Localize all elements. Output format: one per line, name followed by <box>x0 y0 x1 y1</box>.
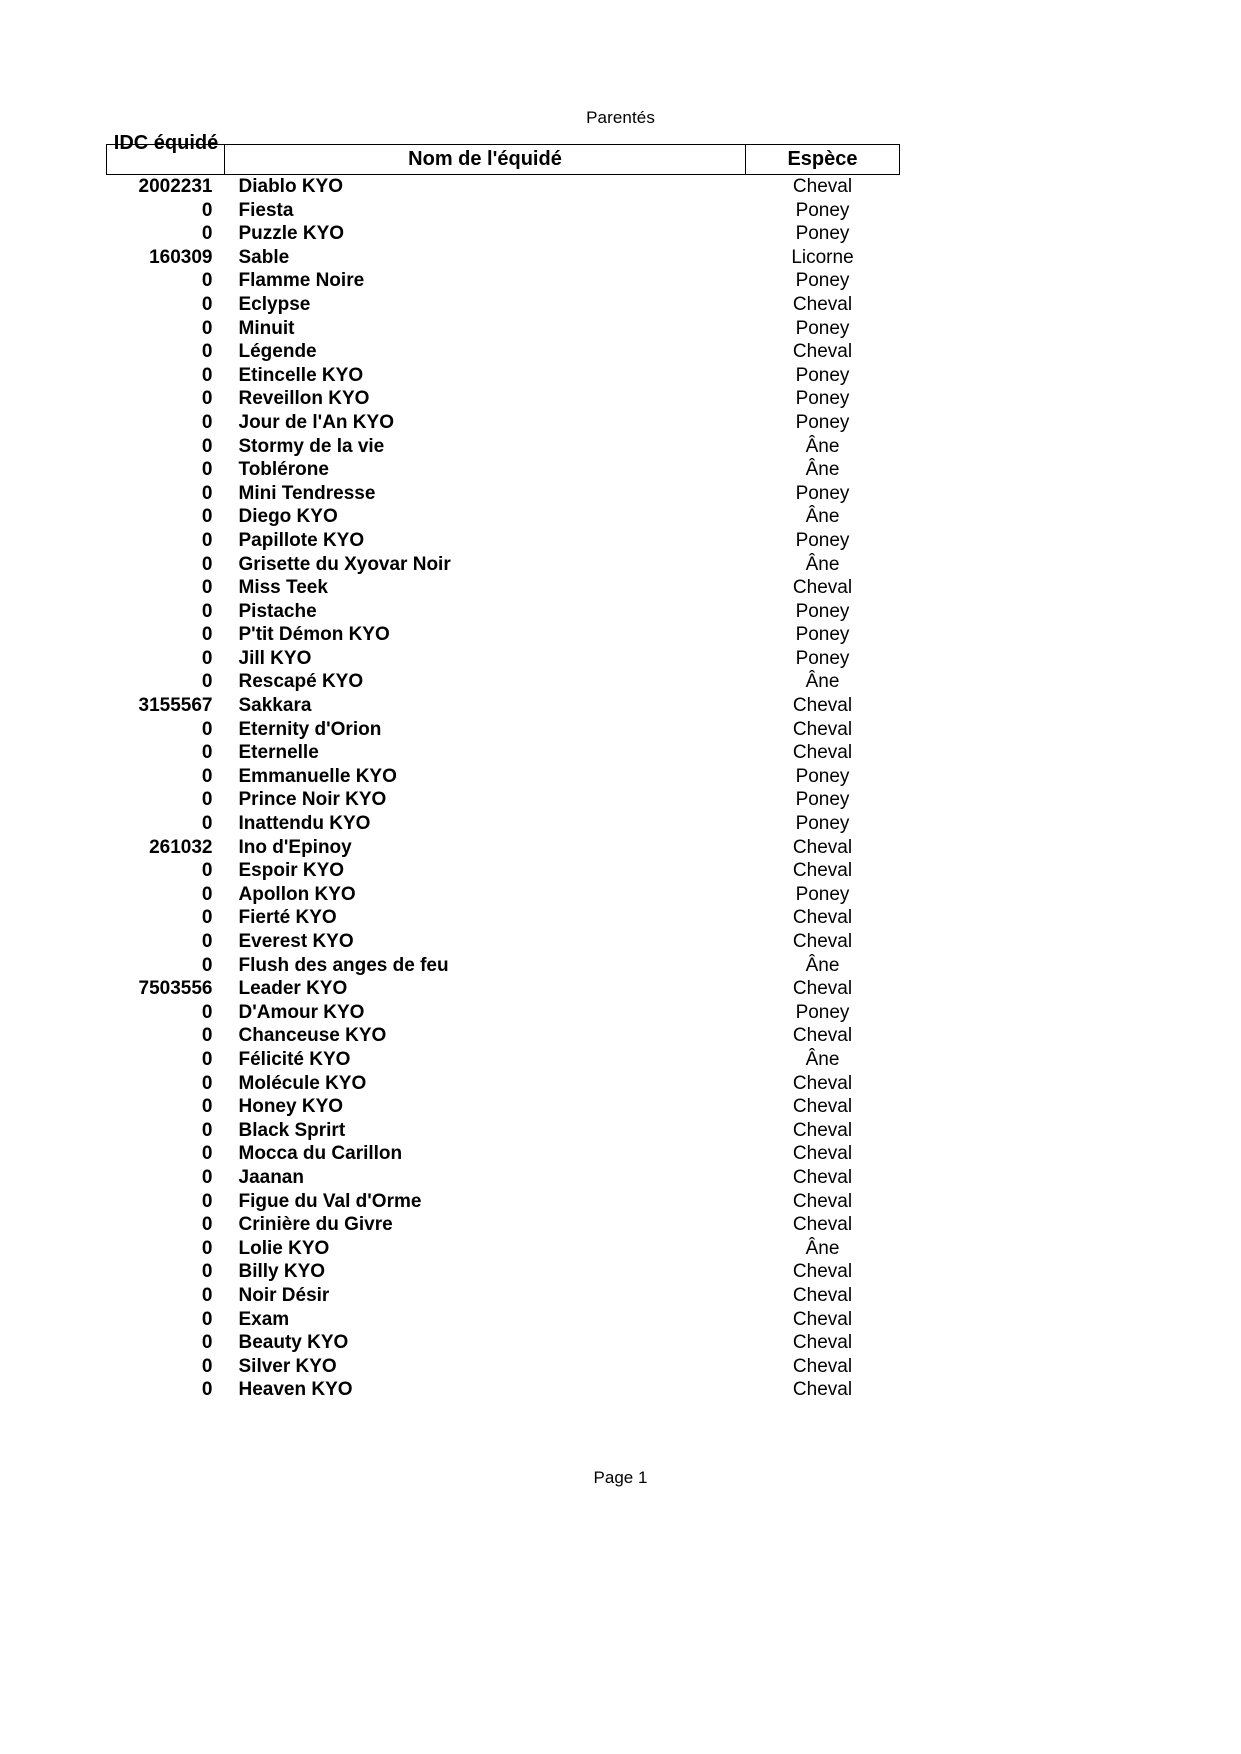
cell-espece: Cheval <box>792 1214 853 1236</box>
cell-idc: 0 <box>201 293 213 315</box>
cell-espece: Cheval <box>792 176 853 197</box>
table-row <box>107 482 900 506</box>
table-row <box>107 576 900 600</box>
table-row <box>107 529 900 553</box>
cell-espece: Poney <box>795 317 850 339</box>
cell-espece: Poney <box>795 600 850 622</box>
table-row <box>107 340 900 364</box>
cell-nom: Molécule KYO <box>238 1072 367 1094</box>
cell-idc: 0 <box>201 1166 213 1188</box>
table-body <box>107 175 900 1402</box>
cell-idc: 0 <box>201 459 213 481</box>
table-row <box>107 269 900 293</box>
cell-nom: Ino d'Epinoy <box>238 836 352 858</box>
cell-espece: Licorne <box>791 246 854 268</box>
cell-nom: Grisette du Xyovar Noir <box>238 553 451 575</box>
table-row <box>107 906 900 930</box>
cell-nom: D'Amour KYO <box>238 1001 365 1023</box>
cell-idc: 0 <box>201 553 213 575</box>
table-row <box>107 930 900 954</box>
table-row <box>107 435 900 459</box>
table-row <box>107 222 900 246</box>
cell-nom: Heaven KYO <box>238 1379 353 1401</box>
cell-nom: Diablo KYO <box>238 176 344 197</box>
parentes-table <box>106 132 900 1402</box>
cell-nom: Stormy de la vie <box>238 435 385 457</box>
cell-espece: Poney <box>795 270 850 292</box>
cell-idc: 0 <box>201 529 213 551</box>
table-row <box>107 1166 900 1190</box>
cell-idc: 0 <box>201 1119 213 1141</box>
cell-idc: 0 <box>201 883 213 905</box>
cell-espece: Cheval <box>792 695 853 717</box>
table-row <box>107 670 900 694</box>
cell-espece: Âne <box>805 1048 840 1070</box>
cell-espece: Cheval <box>792 1143 853 1165</box>
cell-espece: Âne <box>805 1237 840 1259</box>
cell-idc: 0 <box>201 931 213 952</box>
cell-nom: Prince Noir KYO <box>238 789 387 811</box>
cell-idc: 0 <box>201 388 213 410</box>
cell-idc: 0 <box>201 742 213 764</box>
cell-espece: Cheval <box>792 931 853 952</box>
table-row <box>107 883 900 907</box>
cell-idc: 0 <box>201 199 213 221</box>
cell-idc: 0 <box>201 1072 213 1094</box>
cell-espece: Cheval <box>792 1308 853 1330</box>
cell-nom: Papillote KYO <box>238 529 365 551</box>
parentes-table-container <box>106 132 899 1402</box>
cell-nom: Lolie KYO <box>238 1237 330 1259</box>
cell-nom: Noir Désir <box>238 1284 330 1306</box>
cell-nom: Leader KYO <box>238 978 348 1000</box>
cell-idc: 0 <box>201 270 213 292</box>
cell-idc: 0 <box>201 1096 213 1118</box>
cell-espece: Cheval <box>792 577 853 599</box>
cell-espece: Âne <box>805 506 840 528</box>
cell-idc: 0 <box>201 1261 213 1283</box>
cell-idc: 0 <box>201 907 213 929</box>
table-row <box>107 859 900 883</box>
cell-espece: Poney <box>795 883 850 905</box>
cell-espece: Poney <box>795 813 850 835</box>
table-row <box>107 600 900 624</box>
column-header-idc-label: IDC équidé <box>113 132 219 154</box>
cell-nom: Jill KYO <box>238 647 312 669</box>
cell-nom: Silver KYO <box>238 1355 337 1377</box>
cell-nom: Jaanan <box>238 1166 304 1188</box>
cell-espece: Poney <box>795 765 850 787</box>
cell-nom: Beauty KYO <box>238 1332 349 1354</box>
cell-idc: 0 <box>201 1025 213 1047</box>
cell-idc: 0 <box>201 1048 213 1070</box>
column-header-espece <box>746 145 900 175</box>
cell-nom: Figue du Val d'Orme <box>238 1190 422 1212</box>
cell-nom: Eclypse <box>238 293 311 315</box>
cell-nom: Fierté KYO <box>238 907 337 929</box>
cell-nom: Apollon KYO <box>238 883 356 905</box>
cell-nom: P'tit Démon KYO <box>238 624 390 646</box>
table-row <box>107 246 900 270</box>
table-row <box>107 199 900 223</box>
cell-espece: Poney <box>795 1001 850 1023</box>
cell-espece: Cheval <box>792 1166 853 1188</box>
cell-nom: Diego KYO <box>238 506 338 528</box>
cell-espece: Cheval <box>792 860 853 882</box>
cell-espece: Poney <box>795 199 850 221</box>
cell-nom: Fiesta <box>238 199 294 221</box>
cell-espece: Cheval <box>792 1332 853 1354</box>
page-footer: Page 1 <box>593 1468 648 1487</box>
cell-espece: Poney <box>795 411 850 433</box>
cell-espece: Cheval <box>792 1379 853 1401</box>
cell-idc: 0 <box>201 671 213 693</box>
table-row <box>107 765 900 789</box>
cell-nom: Toblérone <box>238 459 329 481</box>
table-row <box>107 1355 900 1379</box>
cell-espece: Poney <box>795 364 850 386</box>
table-row <box>107 1331 900 1355</box>
cell-espece: Poney <box>795 482 850 504</box>
cell-idc: 0 <box>201 860 213 882</box>
table-row <box>107 1119 900 1143</box>
table-row <box>107 954 900 978</box>
cell-idc: 0 <box>201 624 213 646</box>
cell-nom: Jour de l'An KYO <box>238 411 394 433</box>
column-header-espece-label: Espèce <box>787 148 858 170</box>
cell-idc: 2002231 <box>138 176 213 197</box>
cell-idc: 0 <box>201 506 213 528</box>
cell-nom: Sakkara <box>238 695 312 717</box>
cell-idc: 0 <box>201 1332 213 1354</box>
table-row <box>107 505 900 529</box>
table-row <box>107 1190 900 1214</box>
cell-nom: Black Sprirt <box>238 1119 346 1141</box>
cell-nom: Flamme Noire <box>238 270 365 292</box>
cell-nom: Eternity d'Orion <box>238 718 382 740</box>
table-row <box>107 836 900 860</box>
cell-nom: Mocca du Carillon <box>238 1143 403 1165</box>
table-row <box>107 1260 900 1284</box>
cell-nom: Légende <box>238 341 317 363</box>
page-title: Parentés <box>586 108 655 127</box>
cell-idc: 0 <box>201 435 213 457</box>
column-header-nom <box>225 145 746 175</box>
cell-idc: 0 <box>201 317 213 339</box>
cell-idc: 261032 <box>149 836 213 858</box>
cell-nom: Espoir KYO <box>238 860 345 882</box>
cell-idc: 0 <box>201 1284 213 1306</box>
cell-idc: 0 <box>201 789 213 811</box>
table-row <box>107 1048 900 1072</box>
table-row <box>107 1072 900 1096</box>
cell-espece: Âne <box>805 435 840 457</box>
table-row <box>107 623 900 647</box>
cell-espece: Cheval <box>792 1190 853 1212</box>
cell-idc: 0 <box>201 1379 213 1401</box>
table-row <box>107 458 900 482</box>
cell-espece: Cheval <box>792 341 853 363</box>
cell-nom: Miss Teek <box>238 577 328 599</box>
cell-espece: Cheval <box>792 718 853 740</box>
table-row <box>107 1095 900 1119</box>
table-row <box>107 1024 900 1048</box>
table-row <box>107 1213 900 1237</box>
cell-espece: Âne <box>805 954 840 976</box>
table-row <box>107 175 900 199</box>
cell-idc: 0 <box>201 1237 213 1259</box>
column-header-idc <box>107 132 225 175</box>
cell-idc: 0 <box>201 223 213 245</box>
table-row <box>107 977 900 1001</box>
table-row <box>107 1237 900 1261</box>
table-row <box>107 387 900 411</box>
table-row <box>107 694 900 718</box>
table-row <box>107 812 900 836</box>
cell-idc: 0 <box>201 482 213 504</box>
cell-nom: Crinière du Givre <box>238 1214 393 1236</box>
cell-nom: Emmanuelle KYO <box>238 765 397 787</box>
cell-idc: 0 <box>201 1190 213 1212</box>
cell-espece: Cheval <box>792 293 853 315</box>
table-row <box>107 741 900 765</box>
table-row <box>107 718 900 742</box>
table-header-row <box>107 145 900 175</box>
table-row <box>107 647 900 671</box>
cell-espece: Poney <box>795 789 850 811</box>
cell-idc: 7503556 <box>138 978 213 1000</box>
cell-nom: Etincelle KYO <box>238 364 364 386</box>
cell-espece: Âne <box>805 671 840 693</box>
cell-espece: Cheval <box>792 907 853 929</box>
table-header <box>107 132 900 175</box>
cell-nom: Félicité KYO <box>238 1048 351 1070</box>
cell-idc: 0 <box>201 765 213 787</box>
cell-nom: Inattendu KYO <box>238 813 371 835</box>
column-header-nom-label: Nom de l'équidé <box>408 148 562 170</box>
cell-idc: 3155567 <box>138 695 213 717</box>
cell-espece: Cheval <box>792 1284 853 1306</box>
cell-espece: Âne <box>805 459 840 481</box>
cell-espece: Poney <box>795 647 850 669</box>
cell-idc: 0 <box>201 718 213 740</box>
table-row <box>107 553 900 577</box>
table-row <box>107 293 900 317</box>
cell-idc: 0 <box>201 341 213 363</box>
cell-nom: Rescapé KYO <box>238 671 364 693</box>
cell-nom: Honey KYO <box>238 1096 344 1118</box>
table-row <box>107 1284 900 1308</box>
cell-nom: Reveillon KYO <box>238 388 370 410</box>
cell-nom: Minuit <box>238 317 295 339</box>
cell-idc: 0 <box>201 411 213 433</box>
cell-nom: Flush des anges de feu <box>238 954 449 976</box>
table-row <box>107 411 900 435</box>
cell-idc: 0 <box>201 647 213 669</box>
cell-nom: Chanceuse KYO <box>238 1025 387 1047</box>
table-row <box>107 317 900 341</box>
cell-espece: Poney <box>795 624 850 646</box>
cell-espece: Cheval <box>792 1072 853 1094</box>
cell-nom: Sable <box>238 246 290 268</box>
table-row <box>107 364 900 388</box>
cell-idc: 0 <box>201 364 213 386</box>
cell-espece: Cheval <box>792 1119 853 1141</box>
cell-nom: Eternelle <box>238 742 319 764</box>
cell-idc: 0 <box>201 1214 213 1236</box>
cell-idc: 0 <box>201 1001 213 1023</box>
cell-idc: 0 <box>201 1355 213 1377</box>
table-row <box>107 1001 900 1025</box>
cell-nom: Everest KYO <box>238 931 354 952</box>
cell-espece: Poney <box>795 223 850 245</box>
cell-espece: Poney <box>795 529 850 551</box>
cell-espece: Cheval <box>792 978 853 1000</box>
cell-nom: Exam <box>238 1308 290 1330</box>
cell-espece: Cheval <box>792 1025 853 1047</box>
table-row <box>107 1308 900 1332</box>
cell-nom: Mini Tendresse <box>238 482 376 504</box>
cell-idc: 0 <box>201 954 213 976</box>
cell-espece: Âne <box>805 553 840 575</box>
cell-nom: Pistache <box>238 600 317 622</box>
cell-idc: 0 <box>201 600 213 622</box>
cell-idc: 0 <box>201 577 213 599</box>
cell-espece: Cheval <box>792 836 853 858</box>
cell-nom: Puzzle KYO <box>238 223 345 245</box>
table-row <box>107 1142 900 1166</box>
cell-espece: Cheval <box>792 1261 853 1283</box>
cell-espece: Cheval <box>792 742 853 764</box>
table-row <box>107 788 900 812</box>
cell-idc: 160309 <box>149 246 213 268</box>
cell-espece: Poney <box>795 388 850 410</box>
cell-espece: Cheval <box>792 1096 853 1118</box>
cell-idc: 0 <box>201 1143 213 1165</box>
cell-nom: Billy KYO <box>238 1261 326 1283</box>
cell-idc: 0 <box>201 813 213 835</box>
table-row <box>107 1378 900 1402</box>
cell-idc: 0 <box>201 1308 213 1330</box>
cell-espece: Cheval <box>792 1355 853 1377</box>
